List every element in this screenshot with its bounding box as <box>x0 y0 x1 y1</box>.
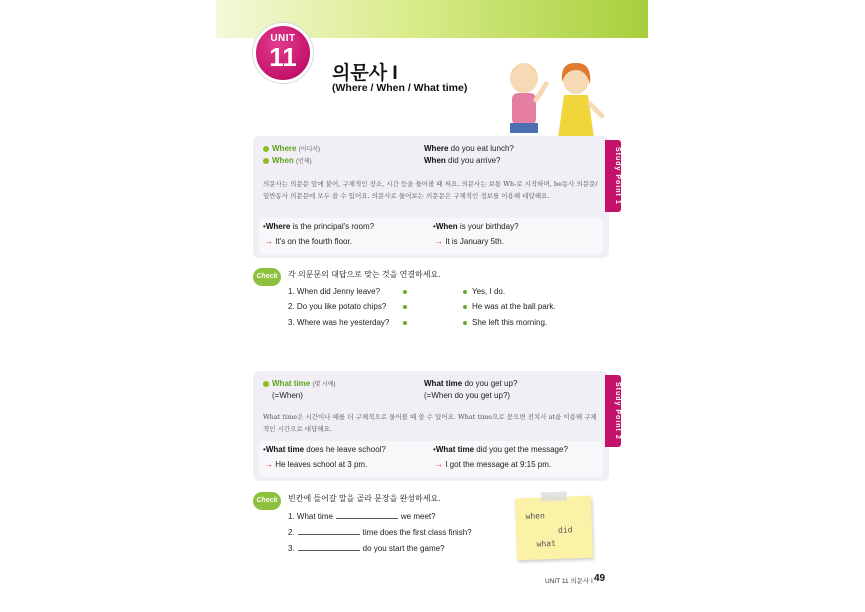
matching-question-3: 3. Where was he yesterday? <box>288 318 390 327</box>
page-number: 49 <box>594 573 606 584</box>
match-dot-left-1[interactable] <box>403 290 407 294</box>
bullet-icon <box>263 381 269 387</box>
bullet-icon <box>263 158 269 164</box>
answer-blank-3[interactable] <box>298 543 360 551</box>
arrow-right-icon: → <box>435 237 443 246</box>
fill-blank-question-2: 2. time does the first class finish? <box>288 528 472 537</box>
what-time-keyword-row: What time (몇 시에) <box>263 379 336 388</box>
bullet-icon <box>263 146 269 152</box>
textbook-page <box>216 0 648 612</box>
match-dot-right-3[interactable] <box>463 321 467 325</box>
unit-label: UNIT <box>270 33 296 44</box>
footer-running-title: UNIT 11 의문사 I <box>545 578 593 585</box>
study-point-2-box <box>253 371 621 481</box>
answer-blank-1[interactable] <box>336 511 398 519</box>
kids-illustration <box>494 60 614 140</box>
study-point-1-box <box>253 136 621 258</box>
study-point-1-examples: •Where is the principal's room? → It's on the fourth floor. •When is your birthday? → It is January 5th. <box>259 218 603 254</box>
fill-blank-question-1: 1. What time we meet? <box>288 512 436 521</box>
word-bank-item: what <box>536 538 556 549</box>
fill-blank-question-3: 3. do you start the game? <box>288 544 445 553</box>
check-1-instruction: 각 의문문의 대답으로 맞는 것을 연결하세요. <box>288 270 441 279</box>
study-point-2-explanation: What time은 시간이나 때를 더 구체적으로 물어볼 때 쓸 수 있어요. What time으로 묻으면 전치사 at을 이용해 구체적인 시간으로 대답해요. <box>263 413 597 433</box>
match-dot-left-3[interactable] <box>403 321 407 325</box>
study-point-2-tab: Study Point 2 <box>605 375 621 447</box>
what-time-equivalent: (=When) <box>272 391 303 400</box>
match-dot-left-2[interactable] <box>403 305 407 309</box>
page-title: 의문사 I <box>332 63 398 84</box>
word-bank-item: when <box>525 511 545 521</box>
word-bank-item: did <box>557 525 573 535</box>
arrow-right-icon: → <box>265 460 273 469</box>
check-badge-1: Check <box>253 268 281 286</box>
matching-answer-3: She left this morning. <box>472 318 548 327</box>
matching-answer-2: He was at the ball park. <box>472 302 556 311</box>
word-bank-sticky-note <box>515 496 593 561</box>
match-dot-right-1[interactable] <box>463 290 467 294</box>
matching-answer-1: Yes, I do. <box>472 287 506 296</box>
study-point-2-examples: •What time does he leave school? → He leaves school at 3 pm. •What time did you get the message? → I got the message at 9:15 pm. <box>259 441 603 477</box>
matching-question-2: 2. Do you like potato chips? <box>288 302 387 311</box>
check-2-instruction: 빈칸에 들어갈 말을 골라 문장을 완성하세요. <box>288 494 441 503</box>
matching-question-1: 1. When did Jenny leave? <box>288 287 381 296</box>
unit-badge <box>253 23 313 83</box>
study-point-1-tab: Study Point 1 <box>605 140 621 212</box>
arrow-right-icon: → <box>265 237 273 246</box>
tape <box>541 492 567 502</box>
where-keyword-row: Where (어디서) <box>263 144 320 153</box>
unit-number: 11 <box>269 42 297 72</box>
page-subtitle: (Where / When / What time) <box>332 82 468 94</box>
when-keyword-row: When (언제) <box>263 156 312 165</box>
match-dot-right-2[interactable] <box>463 305 467 309</box>
arrow-right-icon: → <box>435 460 443 469</box>
what-time-example: What time do you get up? <box>424 379 518 388</box>
study-point-1-explanation: 의문사는 의문문 앞에 붙어, 구체적인 장소, 시간 등을 물어볼 때 써요. 의문사는 보통 Wh-로 시작하며, be동사 의문문/일반동사 의문문에 모두 쓸 수 있어요. 의문사로 물어보는 의문문은 구체적인 정보를 이용해 대답해요. <box>263 180 598 200</box>
when-example: When did you arrive? <box>424 156 501 165</box>
answer-blank-2[interactable] <box>298 527 360 535</box>
check-badge-2: Check <box>253 492 281 510</box>
what-time-example-equivalent: (=When do you get up?) <box>424 391 511 400</box>
where-example: Where do you eat lunch? <box>424 144 514 153</box>
